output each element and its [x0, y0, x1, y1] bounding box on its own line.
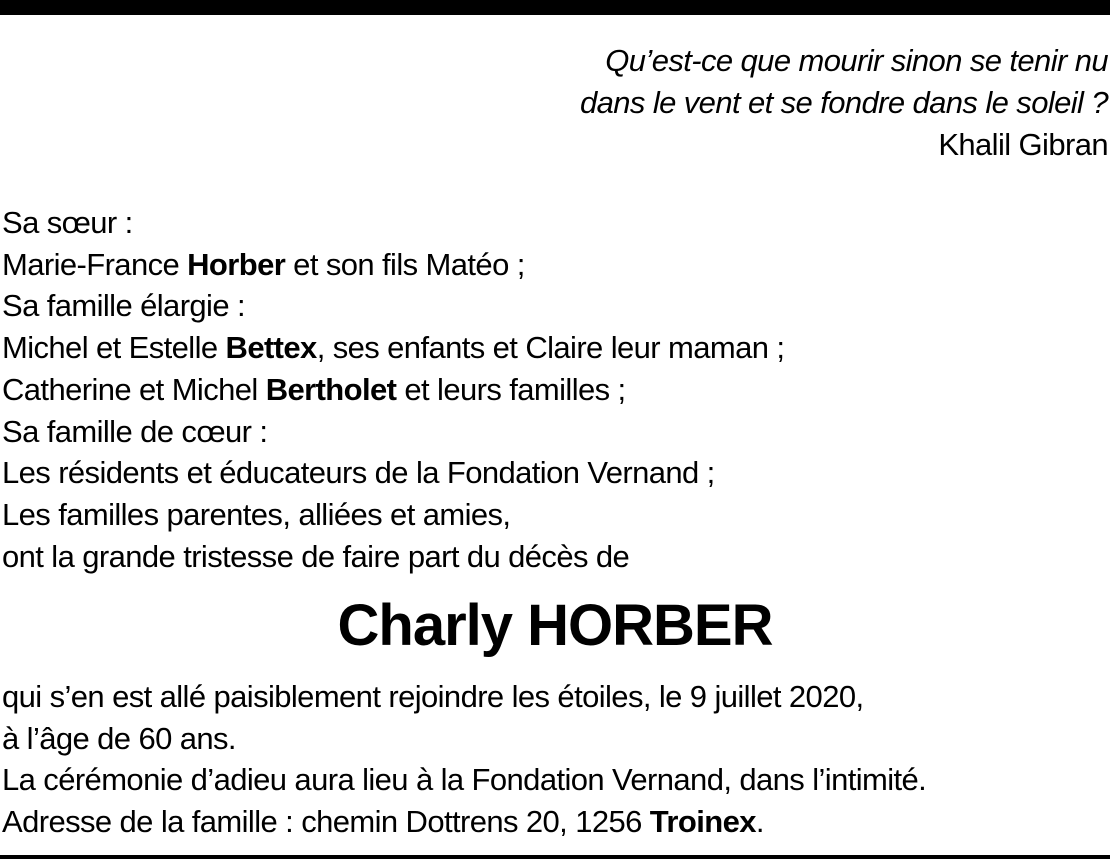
quote-line-2: dans le vent et se fondre dans le soleil ?	[580, 85, 1108, 120]
sister-line	[2, 244, 784, 286]
notice-footer	[2, 676, 926, 842]
extended-1-names: Michel et Estelle	[2, 330, 226, 366]
extended-1-surname: Bettex	[225, 330, 317, 366]
heart-family-line-1: Les résidents et éducateurs de la Fondation Vernand ;	[2, 455, 715, 491]
extended-2-details: et leurs familles ;	[396, 371, 626, 407]
sister-details: et son fils Matéo ;	[285, 246, 525, 282]
footer-line-2: à l’âge de 60 ans.	[2, 720, 236, 756]
address-end: .	[755, 803, 764, 839]
sister-heading: Sa sœur :	[2, 205, 133, 240]
extended-2-surname: Bertholet	[265, 371, 397, 407]
quote-line-1: Qu’est-ce que mourir sinon se tenir nu	[605, 43, 1108, 78]
extended-family-line-2	[2, 369, 784, 411]
heart-family-heading: Sa famille de cœur :	[2, 413, 268, 449]
quote-author: Khalil Gibran	[938, 127, 1108, 162]
bottom-border-rule	[0, 855, 1110, 859]
heart-family-line-2: Les familles parentes, alliées et amies,	[2, 496, 511, 532]
address-street: Adresse de la famille : chemin Dottrens 20, 1256	[2, 803, 650, 839]
extended-1-details: , ses enfants et Claire leur maman ;	[316, 330, 785, 366]
ceremony-line: La cérémonie d’adieu aura lieu à la Fondation Vernand, dans l’intimité.	[2, 762, 927, 797]
extended-2-names: Catherine et Michel	[2, 371, 266, 407]
family-address-line	[2, 801, 926, 843]
epigraph-quote	[580, 40, 1108, 166]
extended-family-heading: Sa famille élargie :	[2, 288, 246, 324]
sister-first-name: Marie-France	[2, 246, 188, 282]
top-border-rule	[0, 0, 1110, 15]
announcement-line: ont la grande tristesse de faire part du décès de	[2, 538, 630, 574]
extended-family-line-1	[2, 327, 784, 369]
footer-line-1: qui s’en est allé paisiblement rejoindre les étoiles, le 9 juillet 2020,	[2, 679, 864, 714]
sister-surname: Horber	[187, 246, 286, 282]
deceased-name: Charly HORBER	[337, 593, 773, 658]
family-list	[2, 202, 784, 577]
address-town: Troinex	[649, 803, 756, 839]
